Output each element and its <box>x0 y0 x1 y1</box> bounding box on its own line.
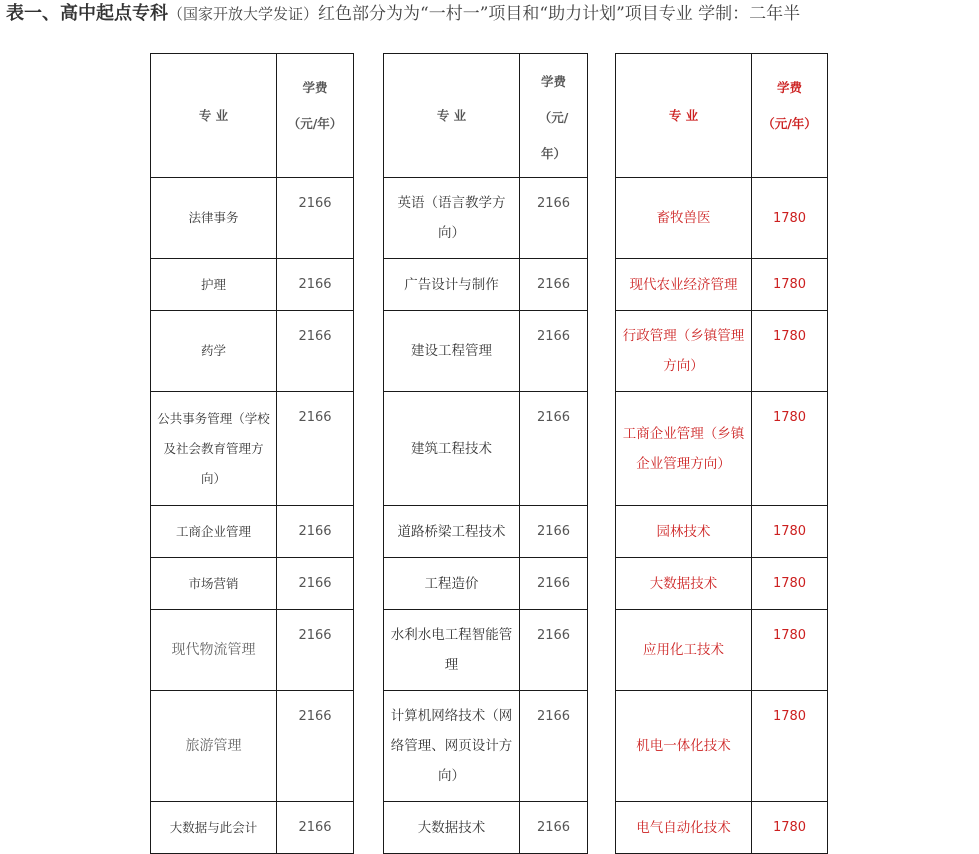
major-b: 工程造价 <box>384 558 520 610</box>
major-b: 建设工程管理 <box>384 311 520 392</box>
fee-b: 2166 <box>520 506 588 558</box>
major-a: 市场营销 <box>151 558 277 610</box>
fee-b: 2166 <box>520 259 588 311</box>
major-b: 道路桥梁工程技术 <box>384 506 520 558</box>
fee-table <box>150 53 828 854</box>
major-a: 工商企业管理 <box>151 506 277 558</box>
header-major-2: 专 业 <box>384 54 520 178</box>
fee-c: 1780 <box>752 558 828 610</box>
major-c: 园林技术 <box>616 506 752 558</box>
major-c: 行政管理（乡镇管理方向） <box>616 311 752 392</box>
header-fee-2: 学费 （元/ 年） <box>520 54 588 178</box>
major-a: 现代物流管理 <box>151 610 277 691</box>
heading-title: 表一、高中起点专科 <box>6 3 168 24</box>
fee-a: 2166 <box>277 311 354 392</box>
major-b: 建筑工程技术 <box>384 392 520 506</box>
column-gap-1 <box>354 54 384 854</box>
column-gap-2 <box>588 54 616 854</box>
table-row <box>151 558 828 610</box>
fee-a: 2166 <box>277 392 354 506</box>
major-a: 法律事务 <box>151 178 277 259</box>
fee-c: 1780 <box>752 311 828 392</box>
major-c: 工商企业管理（乡镇企业管理方向） <box>616 392 752 506</box>
major-b: 英语（语言教学方向） <box>384 178 520 259</box>
major-a: 大数据与此会计 <box>151 802 277 854</box>
fee-a: 2166 <box>277 802 354 854</box>
fee-c: 1780 <box>752 610 828 691</box>
table-row <box>151 506 828 558</box>
header-major-1: 专 业 <box>151 54 277 178</box>
major-a: 旅游管理 <box>151 691 277 802</box>
major-c: 大数据技术 <box>616 558 752 610</box>
fee-b: 2166 <box>520 558 588 610</box>
fee-c: 1780 <box>752 802 828 854</box>
page-heading <box>6 2 976 26</box>
table-row <box>151 802 828 854</box>
fee-c: 1780 <box>752 392 828 506</box>
fee-a: 2166 <box>277 558 354 610</box>
table-row <box>151 311 828 392</box>
table-row <box>151 259 828 311</box>
table-row <box>151 691 828 802</box>
header-fee-3: 学费 （元/年） <box>752 54 828 178</box>
major-a: 公共事务管理（学校及社会教育管理方向） <box>151 392 277 506</box>
fee-a: 2166 <box>277 691 354 802</box>
major-a: 药学 <box>151 311 277 392</box>
table-row <box>151 178 828 259</box>
fee-a: 2166 <box>277 506 354 558</box>
fee-b: 2166 <box>520 802 588 854</box>
header-row <box>151 54 828 178</box>
fee-a: 2166 <box>277 259 354 311</box>
fee-a: 2166 <box>277 178 354 259</box>
fee-b: 2166 <box>520 392 588 506</box>
fee-b: 2166 <box>520 610 588 691</box>
fee-b: 2166 <box>520 311 588 392</box>
table-row <box>151 610 828 691</box>
major-a: 护理 <box>151 259 277 311</box>
major-b: 大数据技术 <box>384 802 520 854</box>
header-major-3: 专 业 <box>616 54 752 178</box>
major-c: 电气自动化技术 <box>616 802 752 854</box>
fee-c: 1780 <box>752 178 828 259</box>
major-c: 现代农业经济管理 <box>616 259 752 311</box>
header-fee-1: 学费 （元/年） <box>277 54 354 178</box>
fee-a: 2166 <box>277 610 354 691</box>
fee-c: 1780 <box>752 259 828 311</box>
heading-issuer: （国家开放大学发证） <box>168 5 319 23</box>
major-b: 广告设计与制作 <box>384 259 520 311</box>
major-c: 应用化工技术 <box>616 610 752 691</box>
major-b: 计算机网络技术（网络管理、网页设计方向） <box>384 691 520 802</box>
fee-c: 1780 <box>752 506 828 558</box>
table-row <box>151 392 828 506</box>
heading-note: 红色部分为为“一村一”项目和“助力计划”项目专业 学制：二年半 <box>318 4 801 24</box>
major-c: 畜牧兽医 <box>616 178 752 259</box>
fee-b: 2166 <box>520 691 588 802</box>
major-b: 水利水电工程智能管理 <box>384 610 520 691</box>
major-c: 机电一体化技术 <box>616 691 752 802</box>
fee-b: 2166 <box>520 178 588 259</box>
fee-c: 1780 <box>752 691 828 802</box>
